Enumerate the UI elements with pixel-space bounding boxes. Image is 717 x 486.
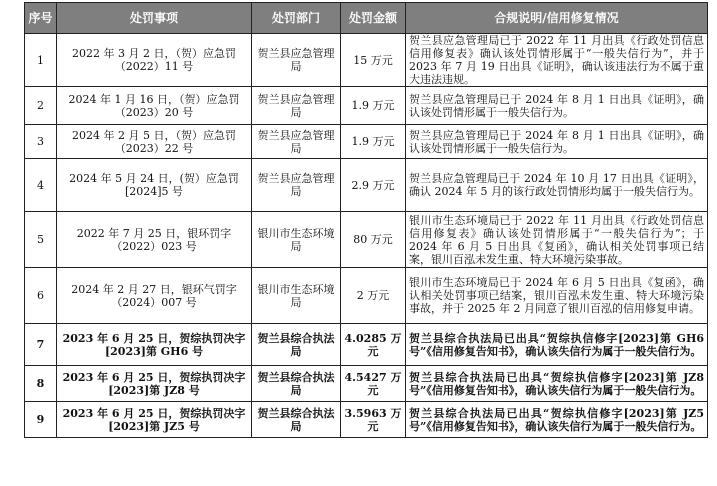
cell-item: 2024 年 1 月 16 日，（贺）应急罚（2023）20 号	[57, 87, 252, 125]
cell-item: 2023 年 6 月 25 日，贺综执罚决字[2023]第 JZ5 号	[57, 402, 252, 438]
cell-desc: 银川市生态环境局已于 2022 年 11 月出具《行政处罚信息信用修复表》确认该处罚情形属于“一般失信行为”；于 2024 年 6 月 5 日出具《复函》，确认相关处罚事项已结案，银川百泓未发生重、特大环境污染事故。	[406, 212, 708, 268]
table-row	[25, 366, 708, 402]
cell-no: 8	[25, 366, 57, 402]
table-row	[25, 87, 708, 125]
cell-item: 2022 年 3 月 2 日，（贺）应急罚（2022）11 号	[57, 34, 252, 87]
cell-no: 9	[25, 402, 57, 438]
table-row	[25, 34, 708, 87]
header-dept: 处罚部门	[252, 3, 341, 34]
cell-dept: 贺兰县应急管理局	[252, 159, 341, 212]
table-row	[25, 125, 708, 159]
cell-amount: 15 万元	[341, 34, 406, 87]
cell-desc: 贺兰县应急管理局已于 2022 年 11 月出具《行政处罚信息信用修复表》确认该处罚情形属于“一般失信行为”，并于 2023 年 7 月 19 日出具《证明》，确认该违法行为不属于重大违法违规。	[406, 34, 708, 87]
table-row	[25, 212, 708, 268]
cell-item: 2024 年 2 月 5 日，（贺）应急罚（2023）22 号	[57, 125, 252, 159]
cell-amount: 1.9 万元	[341, 125, 406, 159]
cell-desc: 银川市生态环境局已于 2024 年 6 月 5 日出具《复函》，确认相关处罚事项已结案，银川百泓未发生重、特大环境污染事故，并于 2025 年 2 月同意了银川百泓的信用修复申请。	[406, 268, 708, 324]
penalty-table	[24, 2, 708, 438]
cell-no: 1	[25, 34, 57, 87]
cell-item: 2023 年 6 月 25 日，贺综执罚决字[2023]第 GH6 号	[57, 324, 252, 366]
cell-item: 2023 年 6 月 25 日，贺综执罚决字[2023]第 JZ8 号	[57, 366, 252, 402]
cell-amount: 4.5427 万元	[341, 366, 406, 402]
cell-desc: 贺兰县应急管理局已于 2024 年 8 月 1 日出具《证明》，确认该处罚情形属于一般失信行为。	[406, 87, 708, 125]
cell-amount: 80 万元	[341, 212, 406, 268]
cell-no: 5	[25, 212, 57, 268]
table-row	[25, 159, 708, 212]
cell-desc: 贺兰县综合执法局已出具“贺综执信修字[2023]第 JZ5 号”《信用修复告知书》，确认该失信行为属于一般失信行为。	[406, 402, 708, 438]
cell-item: 2024 年 5 月 24 日，(贺）应急罚[2024]5 号	[57, 159, 252, 212]
cell-no: 4	[25, 159, 57, 212]
cell-desc: 贺兰县综合执法局已出具“贺综执信修字[2023]第 JZ8 号”《信用修复告知书》，确认该失信行为属于一般失信行为。	[406, 366, 708, 402]
table-row	[25, 324, 708, 366]
cell-dept: 贺兰县综合执法局	[252, 366, 341, 402]
cell-no: 6	[25, 268, 57, 324]
cell-amount: 4.0285 万元	[341, 324, 406, 366]
header-item: 处罚事项	[57, 3, 252, 34]
cell-dept: 银川市生态环境局	[252, 268, 341, 324]
cell-no: 3	[25, 125, 57, 159]
cell-amount: 1.9 万元	[341, 87, 406, 125]
cell-amount: 2 万元	[341, 268, 406, 324]
cell-amount: 3.5963 万元	[341, 402, 406, 438]
cell-dept: 贺兰县综合执法局	[252, 402, 341, 438]
cell-desc: 贺兰县综合执法局已出具“贺综执信修字[2023]第 GH6 号”《信用修复告知书》，确认该失信行为属于一般失信行为。	[406, 324, 708, 366]
header-no: 序号	[25, 3, 57, 34]
cell-desc: 贺兰县应急管理局已于 2024 年 8 月 1 日出具《证明》，确认该处罚情形属于一般失信行为。	[406, 125, 708, 159]
cell-dept: 贺兰县综合执法局	[252, 324, 341, 366]
header-amount: 处罚金额	[341, 3, 406, 34]
cell-desc: 贺兰县应急管理局已于 2024 年 10 月 17 日出具《证明》，确认 2024 年 5 月的该行政处罚情形均属于一般失信行为。	[406, 159, 708, 212]
cell-amount: 2.9 万元	[341, 159, 406, 212]
cell-dept: 银川市生态环境局	[252, 212, 341, 268]
cell-no: 2	[25, 87, 57, 125]
cell-dept: 贺兰县应急管理局	[252, 34, 341, 87]
cell-item: 2022 年 7 月 25 日，银环罚字（2022）023 号	[57, 212, 252, 268]
table-header-row	[25, 3, 708, 34]
cell-dept: 贺兰县应急管理局	[252, 87, 341, 125]
table-row	[25, 268, 708, 324]
header-desc: 合规说明/信用修复情况	[406, 3, 708, 34]
cell-no: 7	[25, 324, 57, 366]
table-row	[25, 402, 708, 438]
cell-dept: 贺兰县应急管理局	[252, 125, 341, 159]
cell-item: 2024 年 2 月 27 日，银环气罚字（2024）007 号	[57, 268, 252, 324]
